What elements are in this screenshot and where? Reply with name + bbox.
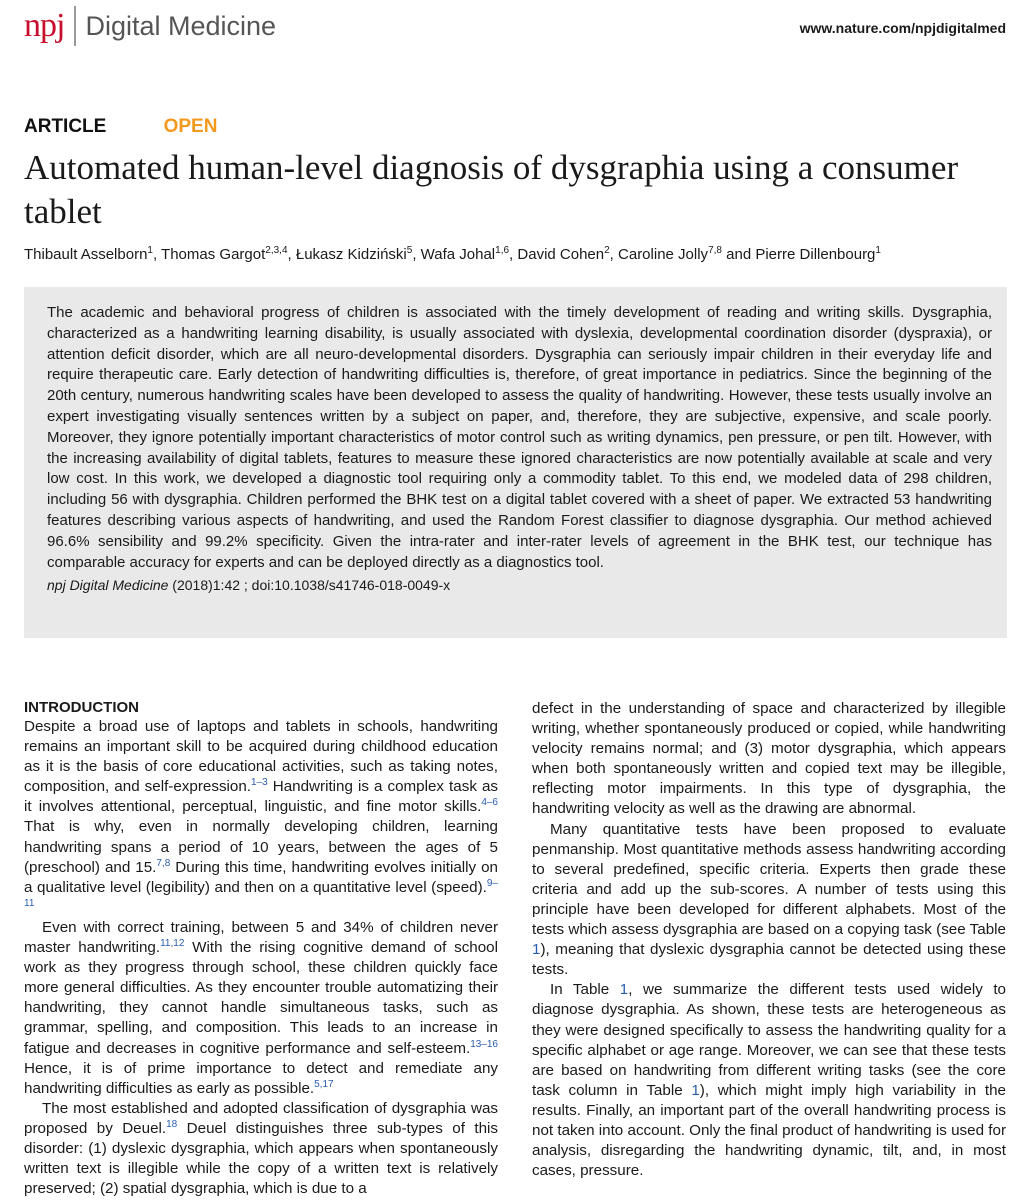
left-column <box>24 699 498 1199</box>
journal-masthead <box>24 6 276 46</box>
paragraph-text: , we summarize the different tests used widely to diagnose dysgraphia. As shown, these tests are heterogeneous as they were designed specifically to assess the handwriting quality for a specific alphabet or age range. Moreover, we can see that these tests are based on handwriting from different writing tasks (see the core task column in Table <box>532 981 1007 1099</box>
paragraph-text: In Table <box>550 981 620 999</box>
author-name: Thibault Asselborn <box>24 246 148 263</box>
article-type-label: ARTICLE <box>24 116 107 137</box>
reference-link[interactable]: 7,8 <box>156 857 171 869</box>
right-column <box>532 699 1006 1181</box>
body-paragraph <box>24 918 498 1099</box>
journal-title: Digital Medicine <box>85 10 277 41</box>
paragraph-text: defect in the understanding of space and characterized by illegible writing, whether spontaneously produced or copied, while handwriting velocity remains normal; and (3) motor dysgraphia, which appears when both spontaneously written and copied text may be illegible, reflecting motor impairments. In this type of dysgraphia, the handwriting velocity as well as the drawing are abnormal. <box>532 700 1006 818</box>
article-type-row <box>24 116 217 138</box>
open-access-badge: OPEN <box>163 116 218 137</box>
npj-logo: npj <box>24 7 65 44</box>
body-paragraph <box>24 1099 498 1199</box>
author-name: Łukasz Kidziński <box>295 246 407 263</box>
author-separator: and <box>721 246 756 263</box>
paragraph-text: Many quantitative tests have been proposed to evaluate penmanship. Most quantitative methods assess handwriting according to several predefined, specific criteria. Experts then grade these criteria and add up the sub-scores. A number of tests using this principle have been developed for different alphabets. Most of the tests which assess dysgraphia are based on a copying task (see Table <box>532 820 1006 939</box>
author-name: Thomas Gargot <box>161 246 266 263</box>
citation-line <box>47 577 1007 593</box>
paragraph-text: Handwriting is a complex task as it involves attentional, perceptual, linguistic, and fine motor skills. <box>24 778 498 816</box>
section-heading-introduction: INTRODUCTION <box>24 699 139 716</box>
paragraph-text: The most established and adopted classification of dysgraphia was proposed by Deuel. <box>24 1099 498 1137</box>
paragraph-text: Despite a broad use of laptops and tablets in schools, handwriting remains an important skill to be acquired during childhood education as it is the basis of core educational activities, such as taking notes, composition, and self-expression. <box>24 718 498 796</box>
author-list <box>24 246 1014 263</box>
author-separator: , <box>509 246 518 263</box>
journal-url-link[interactable]: www.nature.com/npjdigitalmed <box>799 20 1006 36</box>
table-link[interactable]: 1 <box>619 981 629 999</box>
author-separator: , <box>152 246 162 263</box>
body-paragraph <box>532 820 1006 981</box>
paragraph-text: With the rising cognitive demand of school work as they progress through school, these children quickly face more general difficulties. As they encounter trouble automatizing their handwriting, they cannot handle simultaneous tasks, such as grammar, spelling, and composition. This leads to an increase in fatigue and decreases in cognitive performance and self-esteem. <box>24 939 498 1057</box>
reference-link[interactable]: 13–16 <box>470 1038 498 1050</box>
body-paragraph <box>532 980 1006 1181</box>
author-separator: , <box>412 246 421 263</box>
paragraph-text: ), meaning that dyslexic dysgraphia cannot be detected using these tests. <box>532 941 1006 979</box>
author-name: David Cohen <box>517 246 605 263</box>
author-affiliation: 2 <box>604 245 610 256</box>
paragraph-text: Hence, it is of prime importance to detect and remediate any handwriting difficulties as early as possible. <box>24 1059 498 1097</box>
author-affiliation: 2,3,4 <box>265 245 288 256</box>
table-link[interactable]: 1 <box>532 941 541 959</box>
author-name: Wafa Johal <box>420 246 496 263</box>
author-affiliation: 1 <box>147 245 153 256</box>
paragraph-text: That is why, even in normally developing children, learning handwriting spans a period of 10 years, between the ages of 5 (preschool) and 15. <box>24 818 498 876</box>
reference-link[interactable]: 9–11 <box>24 877 498 909</box>
author-separator: , <box>287 246 296 263</box>
author-name: Caroline Jolly <box>618 246 709 263</box>
article-title: Automated human-level diagnosis of dysgraphia using a consumer tablet <box>24 148 959 231</box>
author-affiliation: 1 <box>875 245 881 256</box>
body-paragraph <box>24 717 498 918</box>
paragraph-text: ), which might imply high variability in the results. Finally, an important part of the overall handwriting process is not taken into account. Only the final product of handwriting is used for analysis, disregarding the handwriting dynamic, tilt, and, in most cases, pressure. <box>532 1081 1007 1180</box>
author-name: Pierre Dillenbourg <box>755 246 876 263</box>
reference-link[interactable]: 1–3 <box>251 777 268 789</box>
reference-link[interactable]: 5,17 <box>314 1078 334 1090</box>
citation-journal: npj Digital Medicine <box>47 577 169 594</box>
author-affiliation: 5 <box>406 245 413 256</box>
reference-link[interactable]: 4–6 <box>481 797 498 809</box>
paragraph-text: During this time, handwriting evolves initially on a qualitative level (legibility) and then on a quantitative level (speed). <box>24 858 499 896</box>
author-affiliation: 7,8 <box>708 245 722 256</box>
author-separator: , <box>609 246 619 263</box>
author-affiliation: 1,6 <box>495 245 510 256</box>
citation-details: (2018)1:42 ; doi:10.1038/s41746-018-0049-x <box>168 577 451 594</box>
paragraph-text: Even with correct training, between 5 and 34% of children never master handwriting. <box>24 918 498 957</box>
body-paragraph <box>532 699 1006 820</box>
abstract-box <box>24 287 1007 638</box>
abstract-text: The academic and behavioral progress of children is associated with the timely development of reading and writing skills. Dysgraphia, characterized as a handwriting learning disability, is usually associated with dyslexia, developmental coordination disorder (dyspraxia), or attention deficit disorder, which are all neuro-developmental disorders. Dysgraphia can seriously impair children in their everyday life and require therapeutic care. Early detection of handwriting difficulties is, therefore, of great importance in pediatrics. Since the beginning of the 20th century, numerous handwriting scales have been developed to assess the quality of handwriting. However, these tests usually involve an expert investigating visually sentences written by a subject on paper, and, therefore, they are subjective, expensive, and scale poorly. Moreover, they ignore potentially important characteristics of motor control such as writing dynamics, pen pressure, or pen tilt. However, with the increasing availability of digital tablets, features to measure these ignored characteristics are now potentially available at scale and very low cost. In this work, we developed a diagnostic tool requiring only a commodity tablet. To this end, we modeled data of 298 children, including 56 with dysgraphia. Children performed the BHK test on a digital tablet covered with a sheet of paper. We extracted 53 handwriting features describing various aspects of handwriting, and used the Random Forest classifier to diagnose dysgraphia. Our method achieved 96.6% sensibility and 99.2% specificity. Given the intra-rater and inter-rater levels of agreement in the BHK test, our technique has comparable accuracy for experts and can be deployed directly as a diagnostics tool. <box>47 304 992 571</box>
table-link[interactable]: 1 <box>691 1081 700 1099</box>
reference-link[interactable]: 11,12 <box>160 937 185 949</box>
paragraph-text: Deuel distinguishes three sub-types of this disorder: (1) dyslexic dysgraphia, which appears when spontaneously written text is illegible while the copy of a written text is relatively preserved; (2) spatial dysgraphia, which is due to a <box>24 1119 498 1198</box>
logo-divider <box>74 6 76 46</box>
reference-link[interactable]: 18 <box>166 1118 178 1130</box>
